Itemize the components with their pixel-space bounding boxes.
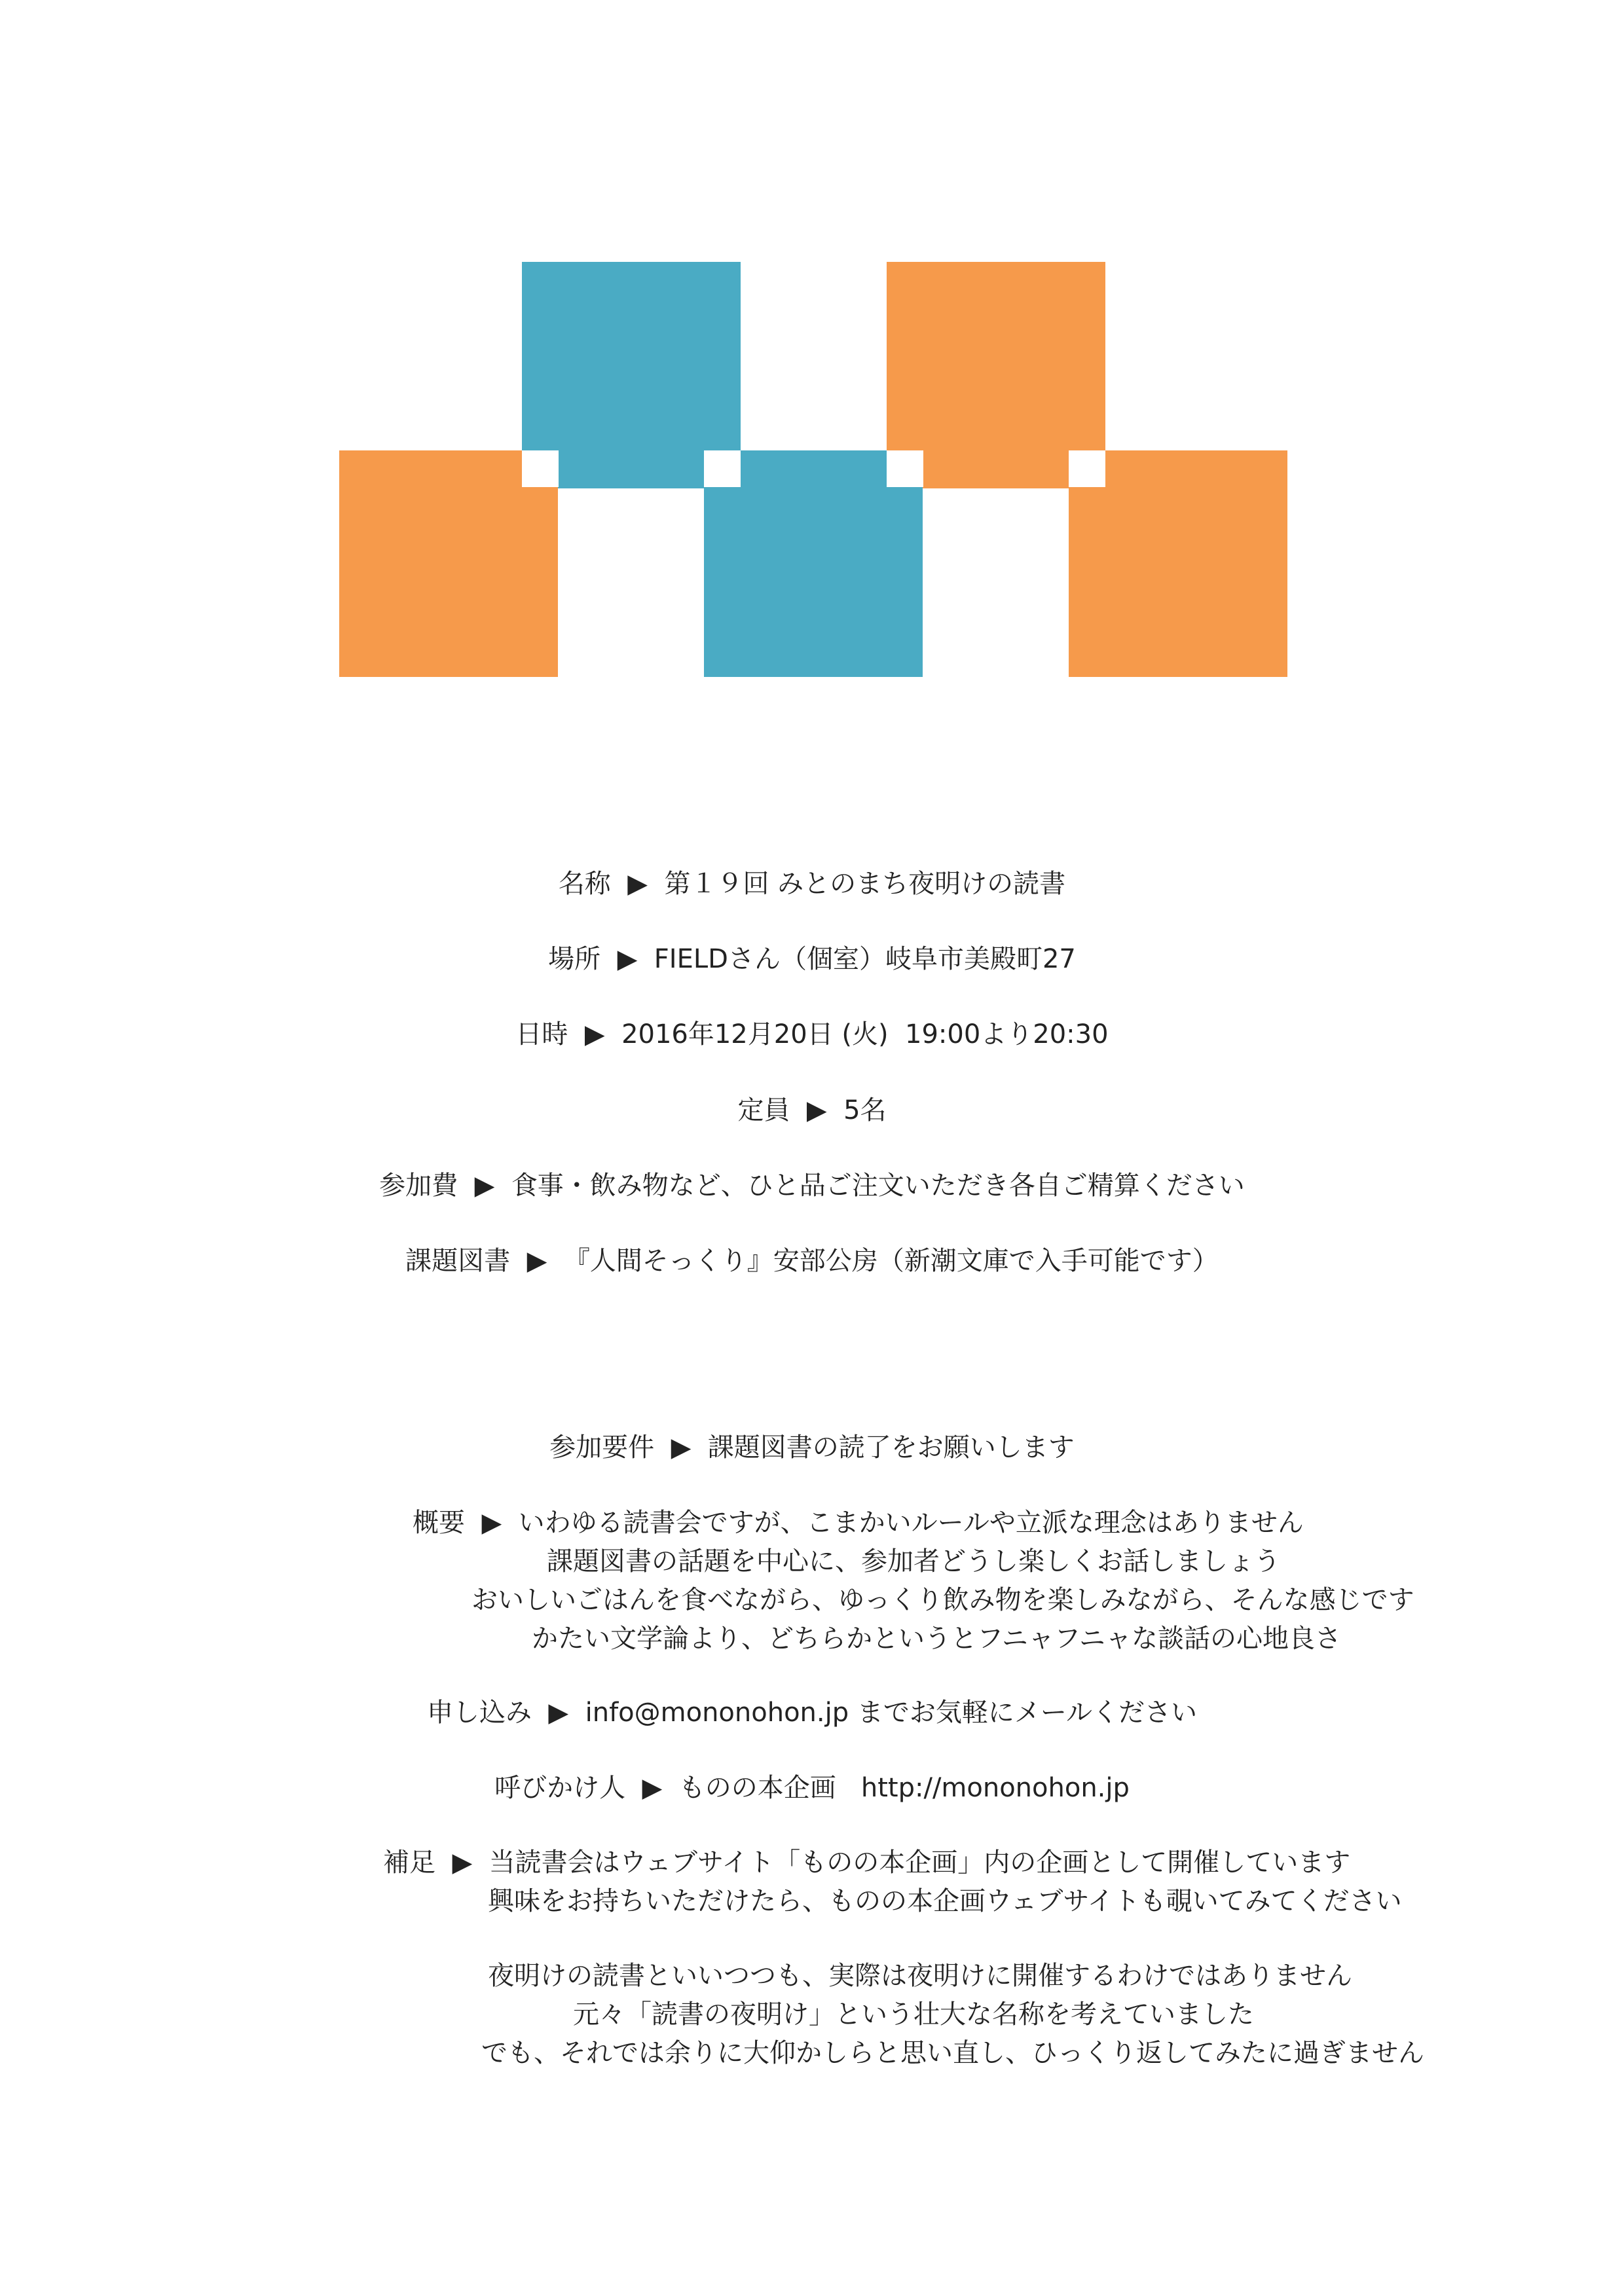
event-place-row <box>0 941 1624 977</box>
overview-line-3: おいしいごはんを食べながら、ゆっくり飲み物を楽しみながら、そんな感じです <box>471 1585 1414 1615</box>
apply-label: 申し込み <box>426 1698 532 1728</box>
arrow-icon: ▶ <box>481 1508 502 1538</box>
event-name-label: 名称 <box>558 869 611 899</box>
event-capacity-value: 5名 <box>843 1095 887 1125</box>
host-label: 呼びかけ人 <box>494 1773 626 1803</box>
logo-gap-2 <box>704 450 741 487</box>
event-book-label: 課題図書 <box>405 1246 511 1276</box>
overview-line-1: いわゆる読書会ですが、こまかいルールや立派な理念はありません <box>518 1508 1304 1538</box>
logo-gap-3 <box>887 450 923 487</box>
arrow-icon: ▶ <box>642 1773 663 1803</box>
arrow-icon: ▶ <box>806 1095 827 1125</box>
arrow-icon: ▶ <box>452 1848 473 1878</box>
event-fee-value: 食事・飲み物など、ひと品ご注文いただき各自ご精算ください <box>511 1171 1245 1201</box>
host-row <box>0 1770 1624 1806</box>
event-book-value: 『人間そっくり』安部公房（新潮文庫で入手可能です） <box>563 1246 1219 1276</box>
overview-row-2 <box>547 1543 1595 1580</box>
event-capacity-label: 定員 <box>737 1095 790 1125</box>
requirement-row <box>0 1429 1624 1466</box>
requirement-value: 課題図書の読了をお願いします <box>707 1432 1075 1463</box>
arrow-icon: ▶ <box>671 1432 692 1463</box>
arrow-icon: ▶ <box>474 1171 495 1201</box>
overview-row-3 <box>471 1582 1585 1618</box>
event-fee-label: 参加費 <box>379 1171 458 1201</box>
overview-row-1 <box>413 1504 1526 1541</box>
note-line-2: 興味をお持ちいただけたら、ものの本企画ウェブサイトも覗いてみてください <box>488 1886 1402 1916</box>
note-row-1 <box>383 1844 1562 1881</box>
afterword-line-2: 元々「読書の夜明け」という壮大な名称を考えていました <box>573 1999 1254 2030</box>
event-name-value: 第１９回 みとのまち夜明けの読書 <box>664 869 1066 899</box>
logo-gap-4 <box>1069 450 1105 487</box>
afterword-row-1 <box>488 1958 1601 1994</box>
arrow-icon: ▶ <box>584 1019 605 1049</box>
event-fee-row <box>0 1167 1624 1204</box>
afterword-row-2 <box>573 1996 1555 2033</box>
host-value: ものの本企画 http://mononohon.jp <box>678 1773 1130 1803</box>
event-name-row <box>0 866 1624 902</box>
event-place-value: FIELDさん（個室）岐阜市美殿町27 <box>654 944 1076 974</box>
arrow-icon: ▶ <box>548 1698 569 1728</box>
afterword-line-3: でも、それでは余りに大仰かしらと思い直し、ひっくり返してみたに過ぎません <box>481 2038 1424 2068</box>
arrow-icon: ▶ <box>526 1246 547 1276</box>
checker-squares-logo <box>0 0 1624 720</box>
requirement-label: 参加要件 <box>549 1432 655 1463</box>
apply-value: info@mononohon.jp までお気軽にメールください <box>585 1698 1198 1728</box>
event-datetime-value: 2016年12月20日 (火) 19:00より20:30 <box>621 1019 1109 1049</box>
event-book-row <box>0 1243 1624 1279</box>
note-line-1: 当読書会はウェブサイト「ものの本企画」内の企画として開催しています <box>489 1848 1351 1878</box>
afterword-row-3 <box>481 2035 1595 2071</box>
afterword-line-1: 夜明けの読書といいつつも、実際は夜明けに開催するわけではありません <box>488 1961 1352 1991</box>
event-place-label: 場所 <box>548 944 601 974</box>
apply-row <box>0 1694 1624 1731</box>
arrow-icon: ▶ <box>617 944 638 974</box>
overview-row-4 <box>532 1620 1579 1657</box>
event-capacity-row <box>0 1092 1624 1129</box>
event-datetime-row <box>0 1016 1624 1053</box>
event-datetime-label: 日時 <box>515 1019 568 1049</box>
note-row-2 <box>488 1883 1601 1920</box>
logo-gap-1 <box>522 450 559 487</box>
overview-label: 概要 <box>413 1508 465 1538</box>
note-label: 補足 <box>383 1848 435 1878</box>
overview-line-2: 課題図書の話題を中心に、参加者どうし楽しくお話しましょう <box>547 1546 1280 1576</box>
arrow-icon: ▶ <box>627 869 648 899</box>
overview-line-4: かたい文学論より、どちらかというとフニャフニャな談話の心地良さ <box>532 1624 1341 1654</box>
